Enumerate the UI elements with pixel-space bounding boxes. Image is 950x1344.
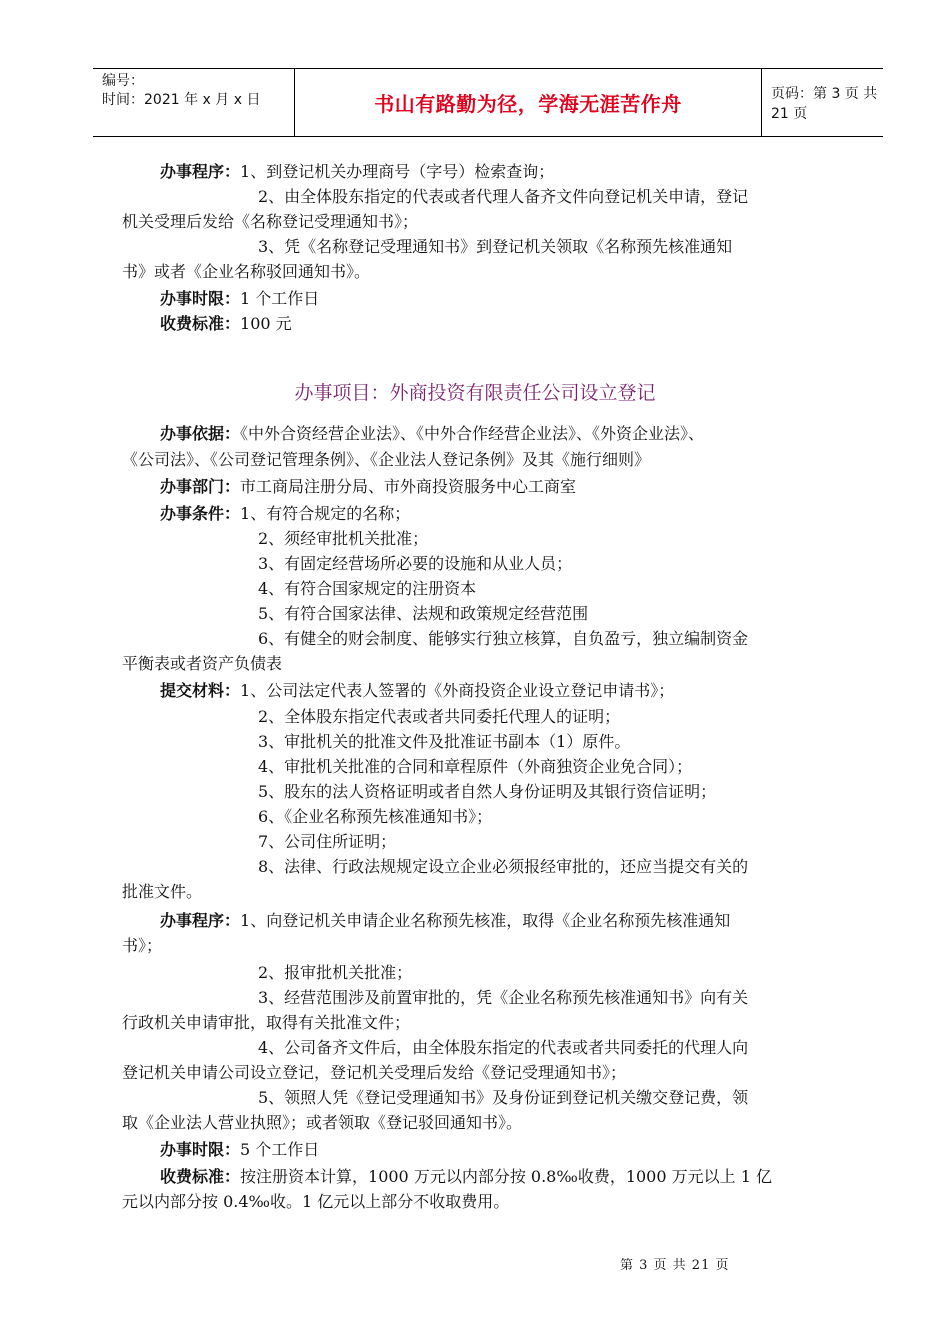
procedure-item-cont: 书》或者《企业名称驳回通知书》。 xyxy=(122,262,371,281)
conditions-label: 办事条件： xyxy=(160,504,241,523)
time-limit-value: 5 个工作日 xyxy=(240,1140,320,1159)
material-item: 6、《企业名称预先核准通知书》； xyxy=(258,807,493,826)
condition-item: 6、有健全的财会制度、能够实行独立核算，自负盈亏，独立编制资金 xyxy=(258,629,749,648)
procedure-line xyxy=(160,161,554,183)
material-item: 1、公司法定代表人签署的《外商投资企业设立登记申请书》； xyxy=(240,681,675,700)
fee-line xyxy=(160,313,292,335)
time-limit-line xyxy=(160,1139,319,1161)
procedure-item-cont: 书》； xyxy=(122,936,163,955)
date-label: 时间：2021 年 x 月 x 日 xyxy=(102,92,261,108)
material-item-cont: 批准文件。 xyxy=(122,882,203,901)
procedure-item: 2、由全体股东指定的代表或者代理人备齐文件向登记机关申请，登记 xyxy=(258,187,749,206)
procedure-item-cont: 行政机关申请审批，取得有关批准文件； xyxy=(122,1013,411,1032)
basis-line xyxy=(160,423,704,445)
procedure-item-cont: 机关受理后发给《名称登记受理通知书》； xyxy=(122,212,419,231)
condition-item: 2、须经审批机关批准； xyxy=(258,529,429,548)
material-item: 3、审批机关的批准文件及批准证书副本（1）原件。 xyxy=(258,732,631,751)
basis-value: 《中外合资经营企业法》、《中外合作经营企业法》、《外资企业法》、 xyxy=(240,424,705,443)
procedure-item-cont: 登记机关申请公司设立登记，登记机关受理后发给《登记受理通知书》； xyxy=(122,1063,627,1082)
material-item: 2、全体股东指定代表或者共同委托代理人的证明； xyxy=(258,707,621,726)
materials-label: 提交材料： xyxy=(160,681,241,700)
condition-item-cont: 平衡表或者资产负债表 xyxy=(122,654,283,673)
procedure-line xyxy=(160,910,730,932)
condition-item: 5、有符合国家法律、法规和政策规定经营范围 xyxy=(258,604,589,623)
condition-item: 3、有固定经营场所必要的设施和从业人员； xyxy=(258,554,573,573)
department-line xyxy=(160,476,576,498)
fee-label: 收费标准： xyxy=(160,314,241,333)
fee-value: 按注册资本计算，1000 万元以内部分按 0.8‰收费，1000 万元以上 1 亿 xyxy=(240,1167,772,1186)
procedure-item: 1、到登记机关办理商号（字号）检索查询； xyxy=(240,162,555,181)
material-item: 8、法律、行政法规规定设立企业必须报经审批的，还应当提交有关的 xyxy=(258,857,749,876)
time-limit-label: 办事时限： xyxy=(160,1140,241,1159)
page-footer: 第 3 页 共 21 页 xyxy=(620,1258,730,1273)
fee-line xyxy=(160,1166,772,1188)
fee-value-cont: 元以内部分按 0.4‰收。1 亿元以上部分不收取费用。 xyxy=(122,1192,510,1211)
procedure-item: 4、公司备齐文件后，由全体股东指定的代表或者共同委托的代理人向 xyxy=(258,1038,749,1057)
header-meta xyxy=(93,69,295,136)
section-title: 办事项目：外商投资有限责任公司设立登记 xyxy=(294,382,656,404)
condition-item: 1、有符合规定的名称； xyxy=(240,504,411,523)
basis-label: 办事依据： xyxy=(160,424,241,443)
time-limit-label: 办事时限： xyxy=(160,289,241,308)
procedure-item: 3、经营范围涉及前置审批的，凭《企业名称预先核准通知书》向有关 xyxy=(258,988,749,1007)
time-limit-line xyxy=(160,288,319,310)
fee-value: 100 元 xyxy=(240,314,292,333)
procedure-label: 办事程序： xyxy=(160,162,241,181)
department-value: 市工商局注册分局、市外商投资服务中心工商室 xyxy=(240,477,577,496)
procedure-label: 办事程序： xyxy=(160,911,241,930)
header-motto: 书山有路勤为径，学海无涯苦作舟 xyxy=(295,69,762,136)
material-item: 4、审批机关批准的合同和章程原件（外商独资企业免合同）； xyxy=(258,757,693,776)
conditions-line xyxy=(160,503,410,525)
serial-number-label: 编号： xyxy=(102,73,144,89)
procedure-item: 5、领照人凭《登记受理通知书》及身份证到登记机关缴交登记费，领 xyxy=(258,1088,749,1107)
department-label: 办事部门： xyxy=(160,477,241,496)
procedure-item: 2、报审批机关批准； xyxy=(258,963,413,982)
material-item: 7、公司住所证明； xyxy=(258,832,397,851)
header-page-number: 页码：第 3 页 共 21 页 xyxy=(771,85,878,122)
procedure-item: 1、向登记机关申请企业名称预先核准，取得《企业名称预先核准通知 xyxy=(240,911,731,930)
basis-value-cont: 《公司法》、《公司登记管理条例》、《企业法人登记条例》及其《施行细则》 xyxy=(122,450,651,469)
material-item: 5、股东的法人资格证明或者自然人身份证明及其银行资信证明； xyxy=(258,782,717,801)
condition-item: 4、有符合国家规定的注册资本 xyxy=(258,579,477,598)
page-header xyxy=(93,68,883,137)
materials-line xyxy=(160,680,674,702)
procedure-item-cont: 取《企业法人营业执照》；或者领取《登记驳回通知书》。 xyxy=(122,1113,523,1132)
fee-label: 收费标准： xyxy=(160,1167,241,1186)
time-limit-value: 1 个工作日 xyxy=(240,289,320,308)
procedure-item: 3、凭《名称登记受理通知书》到登记机关领取《名称预先核准通知 xyxy=(258,237,733,256)
